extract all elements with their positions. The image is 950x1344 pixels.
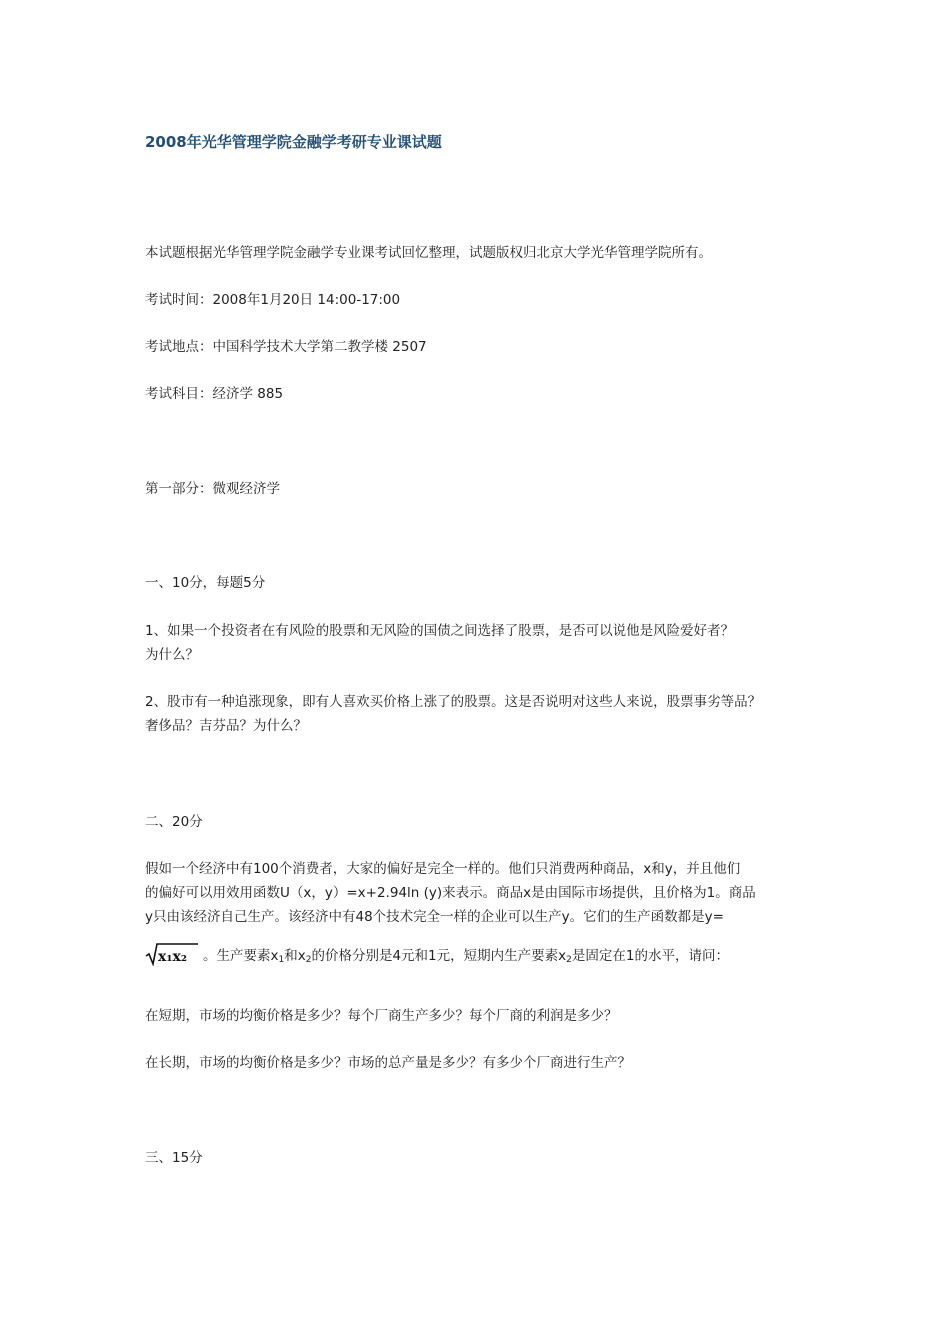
subscript-3: 2 — [566, 955, 572, 965]
section2-line1: 假如一个经济中有100个消费者，大家的偏好是完全一样的。他们只消费两种商品，x和y，并且他们 — [145, 861, 741, 877]
section2-line4-b: 和x — [284, 948, 306, 964]
exam-subject: 考试科目：经济学 885 — [145, 386, 284, 402]
subscript-1: 1 — [278, 955, 285, 965]
section1-heading: 一、10分，每题5分 — [145, 575, 266, 591]
section2-line4 — [145, 942, 729, 974]
long-run-question: 在长期，市场的均衡价格是多少？市场的总产量是多少？有多少个厂商进行生产？ — [145, 1055, 631, 1071]
exam-time: 考试时间：2008年1月20日 14:00-17:00 — [145, 292, 401, 308]
exam-place: 考试地点：中国科学技术大学第二教学楼 2507 — [145, 339, 427, 355]
sqrt-formula-image — [145, 942, 199, 974]
copyright-note: 本试题根据光华管理学院金融学专业课考试回忆整理，试题版权归北京大学光华管理学院所有。 — [145, 245, 712, 261]
part1-heading: 第一部分：微观经济学 — [145, 481, 280, 497]
subscript-2: 2 — [305, 955, 312, 965]
section2-line4-d: 是固定在1的水平，请问： — [571, 948, 729, 964]
section2-line3: y只由该经济自己生产。该经济中有48个技术完全一样的企业可以生产y。它们的生产函数都是y= — [145, 909, 724, 925]
question1-line2: 为什么？ — [145, 647, 199, 663]
document-title: 2008年光华管理学院金融学考研专业课试题 — [145, 133, 442, 151]
sqrt-x1x2-icon — [145, 942, 199, 966]
question1-line1: 1、如果一个投资者在有风险的股票和无风险的国债之间选择了股票，是否可以说他是风险爱好者？ — [145, 623, 735, 639]
section2-line2: 的偏好可以用效用函数U（x，y）=x+2.94ln (y)来表示。商品x是由国际市场提供，且价格为1。商品 — [145, 885, 756, 901]
formula-text: x₁x₂ — [158, 949, 187, 965]
section2-line4-a: 。生产要素x — [203, 948, 279, 964]
section3-heading: 三、15分 — [145, 1150, 203, 1166]
question2-line2: 奢侈品？吉芬品？为什么？ — [145, 718, 307, 734]
section2-heading: 二、20分 — [145, 814, 203, 830]
short-run-question: 在短期，市场的均衡价格是多少？每个厂商生产多少？每个厂商的利润是多少？ — [145, 1008, 618, 1024]
question2-line1: 2、股市有一种追涨现象，即有人喜欢买价格上涨了的股票。这是否说明对这些人来说，股票事劣等品？ — [145, 694, 762, 710]
section2-line4-c: 的价格分别是4元和1元，短期内生产要素x — [311, 948, 567, 964]
